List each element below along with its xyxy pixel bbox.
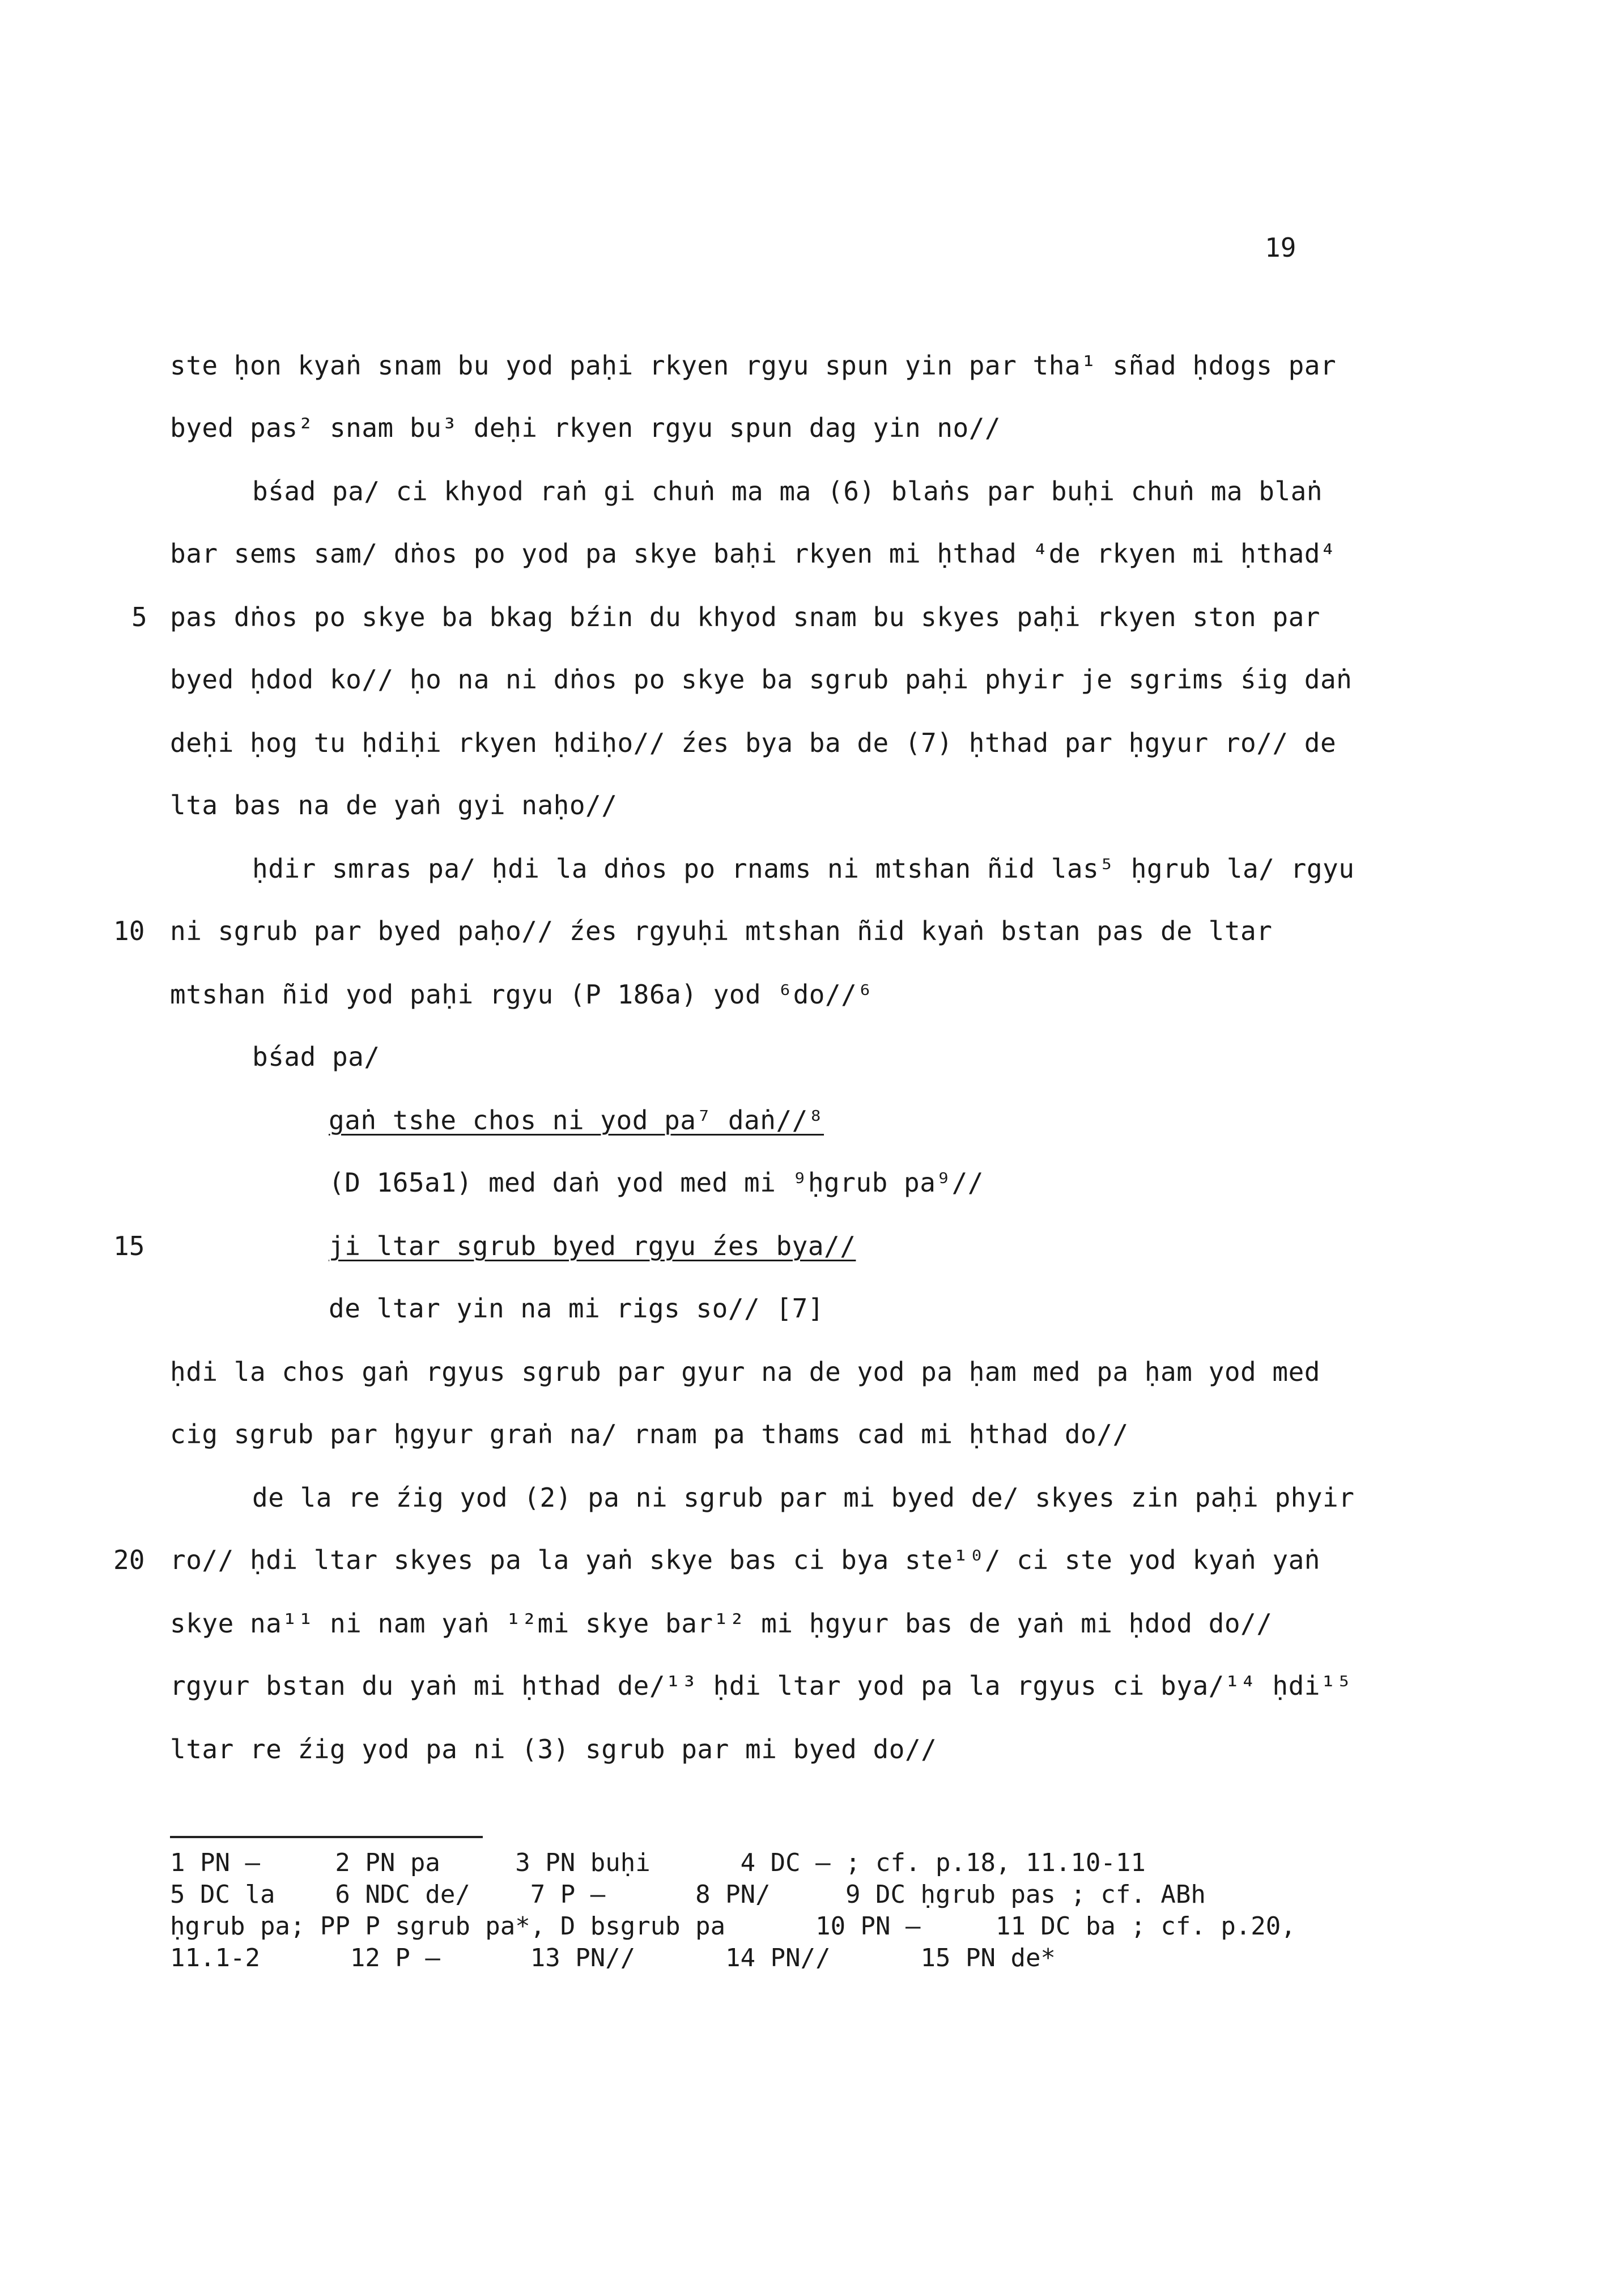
line-number: 20	[113, 1545, 145, 1575]
footnote-line: ḥgrub pa; PP P sgrub pa*, D bsgrub pa 10 PN — 11 DC ba ; cf. p.20,	[170, 1912, 1296, 1941]
text-line: pas dṅos po skye ba bkag bźin du khyod snam bu skyes paḥi rkyen ston par	[170, 602, 1320, 632]
text-line: rgyur bstan du yaṅ mi ḥthad de/¹³ ḥdi ltar yod pa la rgyus ci bya/¹⁴ ḥdi¹⁵	[170, 1670, 1353, 1701]
line-number: 5	[131, 602, 147, 632]
text-line: mtshan ñid yod paḥi rgyu (P 186a) yod ⁶do//⁶	[170, 979, 873, 1010]
text-line: ḥdi la chos gaṅ rgyus sgrub par gyur na de yod pa ḥam med pa ḥam yod med	[170, 1357, 1320, 1387]
verse-line: ji ltar sgrub byed rgyu źes bya//	[329, 1231, 856, 1261]
footnote-line: 1 PN — 2 PN pa 3 PN buḥi 4 DC — ; cf. p.18, 11.10-11	[170, 1848, 1146, 1877]
footnote-line: 11.1-2 12 P — 13 PN// 14 PN// 15 PN de*	[170, 1944, 1056, 1972]
text-line: cig sgrub par ḥgyur graṅ na/ rnam pa thams cad mi ḥthad do//	[170, 1419, 1129, 1449]
text-line: byed pas² snam bu³ deḥi rkyen rgyu spun dag yin no//	[170, 413, 1001, 443]
text-line: ḥdir smras pa/ ḥdi la dṅos po rnams ni mtshan ñid las⁵ ḥgrub la/ rgyu	[252, 853, 1355, 884]
text-line: bśad pa/ ci khyod raṅ gi chuṅ ma ma (6) blaṅs par buḥi chuṅ ma blaṅ	[252, 476, 1323, 507]
footnote-rule	[170, 1836, 483, 1838]
text-line: lta bas na de yaṅ gyi naḥo//	[170, 790, 618, 820]
line-number: 15	[113, 1231, 145, 1261]
line-number: 10	[113, 916, 145, 946]
verse-line: de ltar yin na mi rigs so// [7]	[329, 1293, 824, 1324]
verse-line: (D 165a1) med daṅ yod med mi ⁹ḥgrub pa⁹//	[329, 1167, 984, 1198]
page-number: 19	[1265, 232, 1296, 263]
text-line: de la re źig yod (2) pa ni sgrub par mi byed de/ skyes zin paḥi phyir	[252, 1482, 1355, 1513]
text-line: byed ḥdod ko// ḥo na ni dṅos po skye ba sgrub paḥi phyir je sgrims śig daṅ	[170, 664, 1353, 695]
text-line: ro// ḥdi ltar skyes pa la yaṅ skye bas ci bya ste¹⁰/ ci ste yod kyaṅ yaṅ	[170, 1545, 1320, 1575]
text-line: ni sgrub par byed paḥo// źes rgyuḥi mtshan ñid kyaṅ bstan pas de ltar	[170, 916, 1273, 946]
text-line: deḥi ḥog tu ḥdiḥi rkyen ḥdiḥo// źes bya ba de (7) ḥthad par ḥgyur ro// de	[170, 728, 1337, 758]
verse-line: gaṅ tshe chos ni yod pa⁷ daṅ//⁸	[329, 1105, 824, 1136]
text-line: bar sems sam/ dṅos po yod pa skye baḥi rkyen mi ḥthad ⁴de rkyen mi ḥthad⁴	[170, 538, 1337, 569]
text-line: ltar re źig yod pa ni (3) sgrub par mi byed do//	[170, 1734, 937, 1764]
text-line: bśad pa/	[252, 1041, 380, 1072]
text-line: skye na¹¹ ni nam yaṅ ¹²mi skye bar¹² mi ḥgyur bas de yaṅ mi ḥdod do//	[170, 1608, 1273, 1639]
text-line: ste ḥon kyaṅ snam bu yod paḥi rkyen rgyu spun yin par tha¹ sñad ḥdogs par	[170, 350, 1337, 381]
footnote-line: 5 DC la 6 NDC de/ 7 P — 8 PN/ 9 DC ḥgrub pas ; cf. ABh	[170, 1880, 1206, 1909]
